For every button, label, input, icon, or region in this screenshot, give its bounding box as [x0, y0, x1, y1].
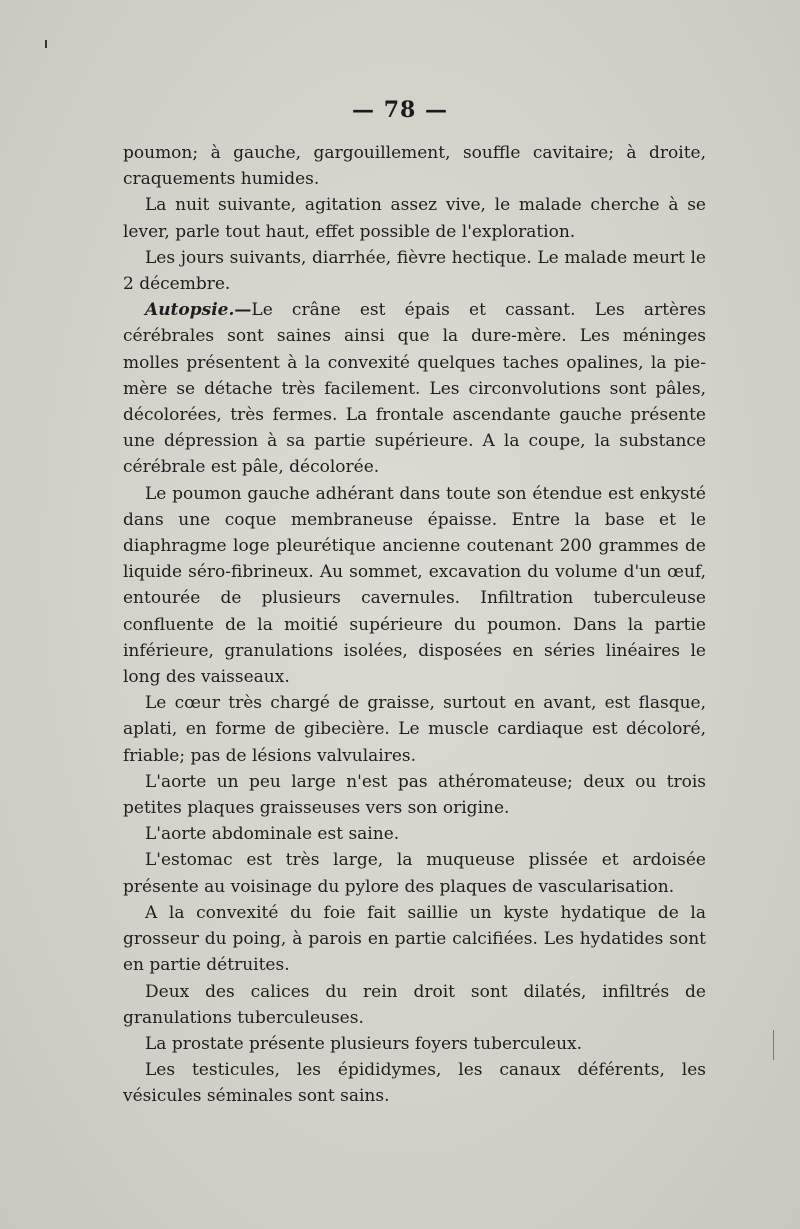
paragraph-following-days: Les jours suivants, diarrhée, fièvre hectique. Le malade meurt le 2 décembre. [123, 247, 706, 295]
body-text [123, 140, 706, 1110]
paragraph-heart: Le cœur très chargé de graisse, surtout en avant, est flasque, aplati, en forme de gibecière. Le muscle cardiaque est décoloré, friable; pas de lésions valvulaires. [123, 693, 706, 766]
paragraph-continuation: poumon; à gauche, gargouillement, souffle cavitaire; à droite, craquements humides. [123, 143, 706, 190]
paragraph-prostate: La prostate présente plusieurs foyers tuberculeux. [145, 1033, 583, 1054]
autopsie-label: Autopsie.— [145, 300, 252, 321]
autopsie-text: Le crâne est épais et cassant. Les artères cérébrales sont saines ainsi que la dure-mère. Les méninges molles présentent à la convexité quelques taches opalines, la pie-mère se détache très facilement. Les circonvolutions sont pâles, décolorées, très fermes. La frontale ascendante gauche présente une dépression à sa partie supérieure. A la coupe, la substance cérébrale est pâle, décolorée. [123, 300, 706, 478]
page-edge-mark [773, 1030, 774, 1060]
paragraph-aorta: L'aorte un peu large n'est pas athéromateuse; deux ou trois petites plaques graisseuses vers son origine. [123, 771, 706, 819]
paragraph-abdominal-aorta: L'aorte abdominale est saine. [145, 824, 400, 845]
paragraph-testicles: Les testicules, les épididymes, les canaux déférents, les vésicules séminales sont sains. [123, 1060, 706, 1107]
paragraph-stomach: L'estomac est très large, la muqueuse plissée et ardoisée présente au voisinage du pylore des plaques de vascularisation. [123, 850, 706, 897]
paragraph-liver: A la convexité du foie fait saillie un kyste hydatique de la grosseur du poing, à parois en partie calcifiées. Les hydatides sont en partie détruites. [123, 902, 706, 976]
paragraph-kidney: Deux des calices du rein droit sont dilatés, infiltrés de granulations tuberculeuses. [123, 981, 706, 1028]
page-number: — 78 — [352, 97, 448, 123]
ink-speck [45, 40, 47, 48]
paragraph-left-lung: Le poumon gauche adhérant dans toute son étendue est enkysté dans une coque membraneuse épaisse. Entre la base et le diaphragme loge pleurétique ancienne coutenant 200 grammes de liquide séro-fibrineux. Au sommet, excavation du volume d'un œuf, entourée de plusieurs cavernules. Infiltration tuberculeuse confluente de la moitié supérieure du poumon. Dans la partie inférieure, granulations isolées, disposées en séries linéaires le long des vaisseaux. [123, 483, 706, 688]
paragraph-night: La nuit suivante, agitation assez vive, le malade cherche à se lever, parle tout haut, effet possible de l'exploration. [123, 195, 706, 242]
paragraph-autopsie [123, 297, 706, 480]
